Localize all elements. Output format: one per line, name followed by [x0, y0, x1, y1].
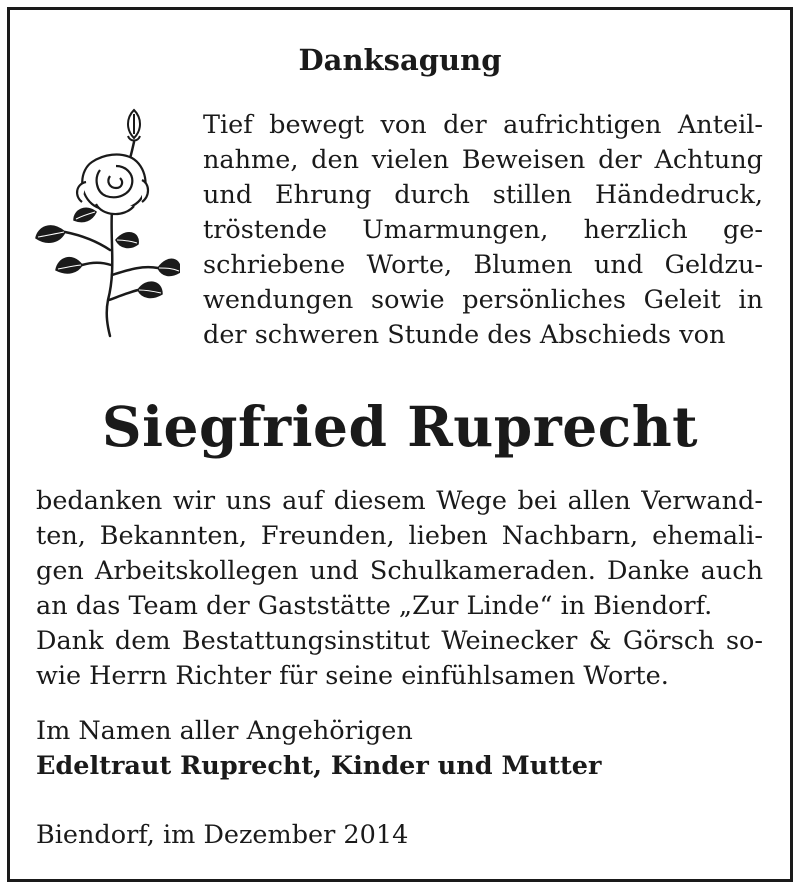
thanks-paragraph [36, 484, 763, 694]
intro-line: schriebene Worte, Blumen und Geldzu- [203, 250, 763, 280]
intro-paragraph [203, 108, 763, 353]
intro-line: der schweren Stunde des Abschieds von [203, 320, 726, 350]
intro-line: tröstende Umarmungen, herzlich ge- [203, 215, 763, 245]
rose-icon [30, 100, 180, 340]
thanks-line: Dank dem Bestattungsinstitut Weinecker & Görsch so- [36, 626, 763, 656]
thanks-line: wie Herrn Richter für seine einfühlsamen Worte. [36, 661, 669, 691]
thanks-line: an das Team der Gaststätte „Zur Linde“ in Biendorf. [36, 591, 713, 621]
deceased-name: Siegfried Ruprecht [101, 394, 699, 459]
thanks-line: ten, Bekannten, Freunden, lieben Nachbarn, ehemali- [36, 521, 763, 551]
signature-names: Edeltraut Ruprecht, Kinder und Mutter [36, 751, 602, 781]
notice-heading: Danksagung [298, 43, 502, 77]
signature-block [36, 714, 763, 784]
intro-line: und Ehrung durch stillen Händedruck, [203, 180, 763, 210]
thanks-line: bedanken wir uns auf diesem Wege bei allen Verwand- [36, 486, 763, 516]
thanks-line: gen Arbeitskollegen und Schulkameraden. Danke auch [36, 556, 763, 586]
place-date [36, 818, 763, 853]
intro-line: Tief bewegt von der aufrichtigen Anteil- [203, 110, 763, 140]
intro-line: nahme, den vielen Beweisen der Achtung [203, 145, 763, 175]
signature-intro: Im Namen aller Angehörigen [36, 716, 413, 746]
place-date-text: Biendorf, im Dezember 2014 [36, 820, 409, 850]
intro-line: wendungen sowie persönliches Geleit in [203, 285, 763, 315]
